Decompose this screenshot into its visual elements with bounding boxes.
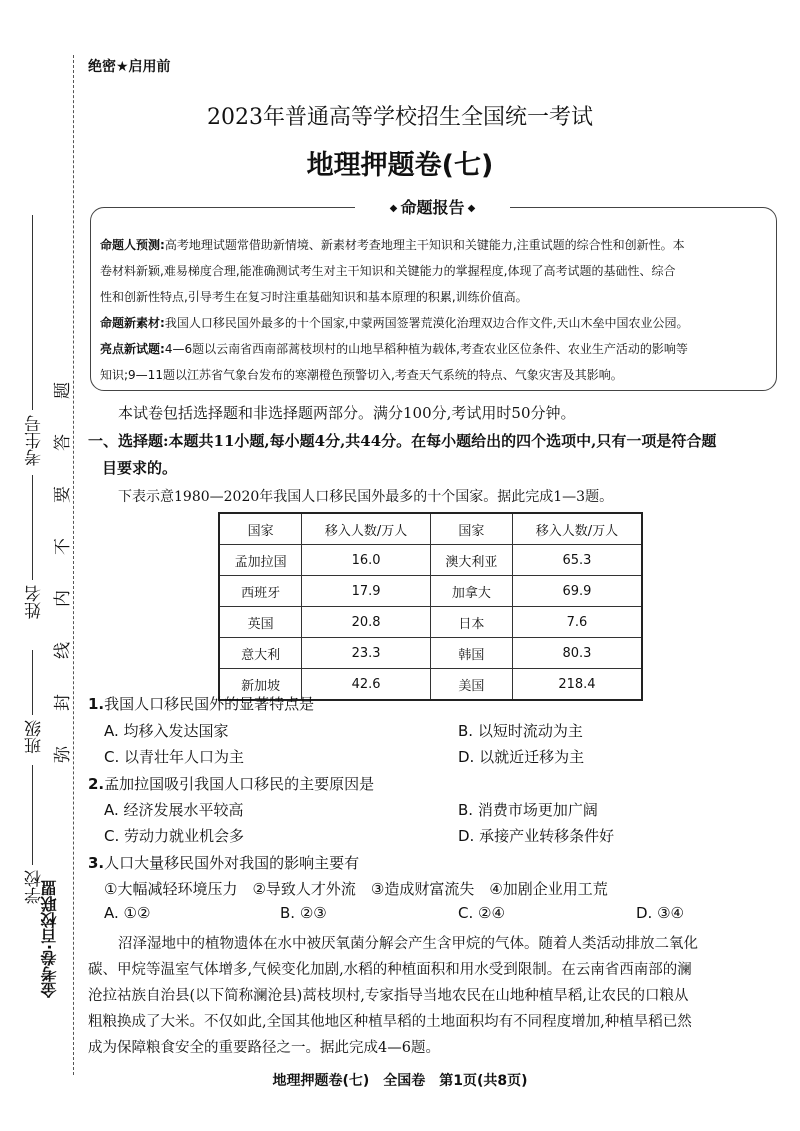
class-field[interactable] [32, 650, 33, 715]
section-heading-cont: 目要求的。 [102, 459, 178, 477]
table-cell: 218.4 [512, 669, 642, 701]
option[interactable]: D. 承接产业转移条件好 [458, 827, 615, 845]
option[interactable]: A. ①② [104, 904, 151, 922]
seal-char: 要 [53, 486, 73, 503]
option[interactable]: C. ②④ [458, 904, 505, 922]
seal-char: 封 [53, 694, 73, 711]
table-row [219, 545, 642, 576]
decoration-icon: ◆ [389, 203, 401, 214]
school-label: 学校 [25, 870, 45, 904]
binding-dashed-line [73, 55, 74, 1075]
option[interactable]: D. ③④ [636, 904, 684, 922]
table-cell: 69.9 [512, 576, 642, 607]
table-cell: 17.9 [302, 576, 431, 607]
table-intro: 下表示意1980—2020年我国人口移民国外最多的十个国家。据此完成1—3题。 [118, 489, 614, 505]
report-line: 亮点新试题:4—6题以云南省西南部蒿枝坝村的山地旱稻种植为载体,考查农业区位条件、农业生产活动的影响等 [100, 342, 688, 356]
name-field[interactable] [32, 475, 33, 580]
report-line: 知识;9—11题以江苏省气象台发布的寒潮橙色预警切入,考查天气系统的特点、气象灾害及其影响。 [100, 368, 623, 382]
migration-table [218, 512, 643, 701]
table-cell: 65.3 [512, 545, 642, 576]
seal-char: 答 [53, 434, 73, 451]
school-field[interactable] [32, 765, 33, 865]
report-title: ◆ 命题报告 ◆ [355, 195, 510, 219]
table-cell: 42.6 [302, 669, 431, 701]
seal-char: 线 [53, 642, 73, 659]
name-label: 姓名 [25, 585, 45, 619]
table-cell: 意大利 [219, 638, 302, 669]
question-3-statements: ①大幅减轻环境压力 ②导致人才外流 ③造成财富流失 ④加剧企业用工荒 [104, 880, 608, 898]
table-cell: 澳大利亚 [430, 545, 512, 576]
option[interactable]: B. 消费市场更加广阔 [458, 801, 598, 819]
report-line: 命题人预测:高考地理试题常借助新情境、新素材考查地理主干知识和关键能力,注重试题的综合性和创新性。本 [100, 238, 685, 252]
intro-text: 本试卷包括选择题和非选择题两部分。满分100分,考试用时50分钟。 [118, 404, 576, 422]
question-3-stem: 3.人口大量移民国外对我国的影响主要有 [88, 854, 360, 872]
page-footer: 地理押题卷(七) 全国卷 第1页(共8页) [272, 1073, 528, 1089]
exam-number-field[interactable] [32, 215, 33, 410]
table-header-row [219, 513, 642, 545]
table-header: 移入人数/万人 [302, 513, 431, 545]
report-line: 卷材料新颖,难易梯度合理,能准确测试考生对主干知识和关键能力的掌握程度,体现了高考试题的基础性、综合 [100, 264, 676, 278]
table-header: 移入人数/万人 [512, 513, 642, 545]
seal-char: 弥 [53, 746, 73, 763]
secret-label: 绝密★启用前 [88, 59, 171, 75]
table-row [219, 607, 642, 638]
table-cell: 加拿大 [430, 576, 512, 607]
table-cell: 英国 [219, 607, 302, 638]
seal-char: 内 [53, 590, 73, 607]
exam-title: 2023年普通高等学校招生全国统一考试 [207, 105, 593, 130]
question-2-stem: 2.孟加拉国吸引我国人口移民的主要原因是 [88, 775, 375, 793]
paper-title: 地理押题卷(七) [306, 150, 494, 181]
table-cell: 韩国 [430, 638, 512, 669]
option[interactable]: A. 均移入发达国家 [104, 722, 229, 740]
option[interactable]: A. 经济发展水平较高 [104, 801, 244, 819]
table-row [219, 638, 642, 669]
passage-line: 沧拉祜族自治县(以下简称澜沧县)蒿枝坝村,专家指导当地农民在山地种植旱稻,让农民的口粮从 [88, 988, 689, 1004]
table-cell: 孟加拉国 [219, 545, 302, 576]
option[interactable]: C. 以青壮年人口为主 [104, 748, 245, 766]
report-line: 性和创新性特点,引导考生在复习时注重基础知识和基本原理的积累,训练价值高。 [100, 290, 528, 304]
passage-line: 碳、甲烷等温室气体增多,气候变化加剧,水稻的种植面积和用水受到限制。在云南省西南部的澜 [88, 962, 692, 978]
question-1-stem: 1.我国人口移民国外的显著特点是 [88, 695, 315, 713]
table-cell: 美国 [430, 669, 512, 701]
option[interactable]: C. 劳动力就业机会多 [104, 827, 245, 845]
option[interactable]: B. ②③ [280, 904, 327, 922]
table-cell: 7.6 [512, 607, 642, 638]
class-label: 班级 [25, 720, 45, 754]
table-cell: 20.8 [302, 607, 431, 638]
table-cell: 西班牙 [219, 576, 302, 607]
passage-line: 粗粮换成了大米。不仅如此,全国其他地区种植旱稻的土地面积均有不同程度增加,种植旱稻已然 [88, 1014, 692, 1030]
table-cell: 新加坡 [219, 669, 302, 701]
table-row [219, 576, 642, 607]
exam-number-label: 考生号 [25, 415, 45, 466]
brand-label: 金考卷·百校联盟 [40, 880, 59, 999]
passage-line: 沼泽湿地中的植物遗体在水中被厌氧菌分解会产生含甲烷的气体。随着人类活动排放二氧化 [118, 936, 698, 952]
table-cell: 日本 [430, 607, 512, 638]
seal-char: 不 [53, 538, 73, 555]
table-cell: 16.0 [302, 545, 431, 576]
option[interactable]: B. 以短时流动为主 [458, 722, 583, 740]
table-header: 国家 [430, 513, 512, 545]
passage-line: 成为保障粮食安全的重要路径之一。据此完成4—6题。 [88, 1040, 440, 1056]
decoration-icon: ◆ [464, 203, 476, 214]
section-heading: 一、选择题:本题共11小题,每小题4分,共44分。在每小题给出的四个选项中,只有一项是符合题 [88, 432, 717, 450]
report-line: 命题新素材:我国人口移民国外最多的十个国家,中蒙两国签署荒漠化治理双边合作文件,天山木垒中国农业公园。 [100, 316, 689, 330]
table-cell: 80.3 [512, 638, 642, 669]
table-cell: 23.3 [302, 638, 431, 669]
table-header: 国家 [219, 513, 302, 545]
option[interactable]: D. 以就近迁移为主 [458, 748, 585, 766]
seal-char: 题 [53, 382, 73, 399]
